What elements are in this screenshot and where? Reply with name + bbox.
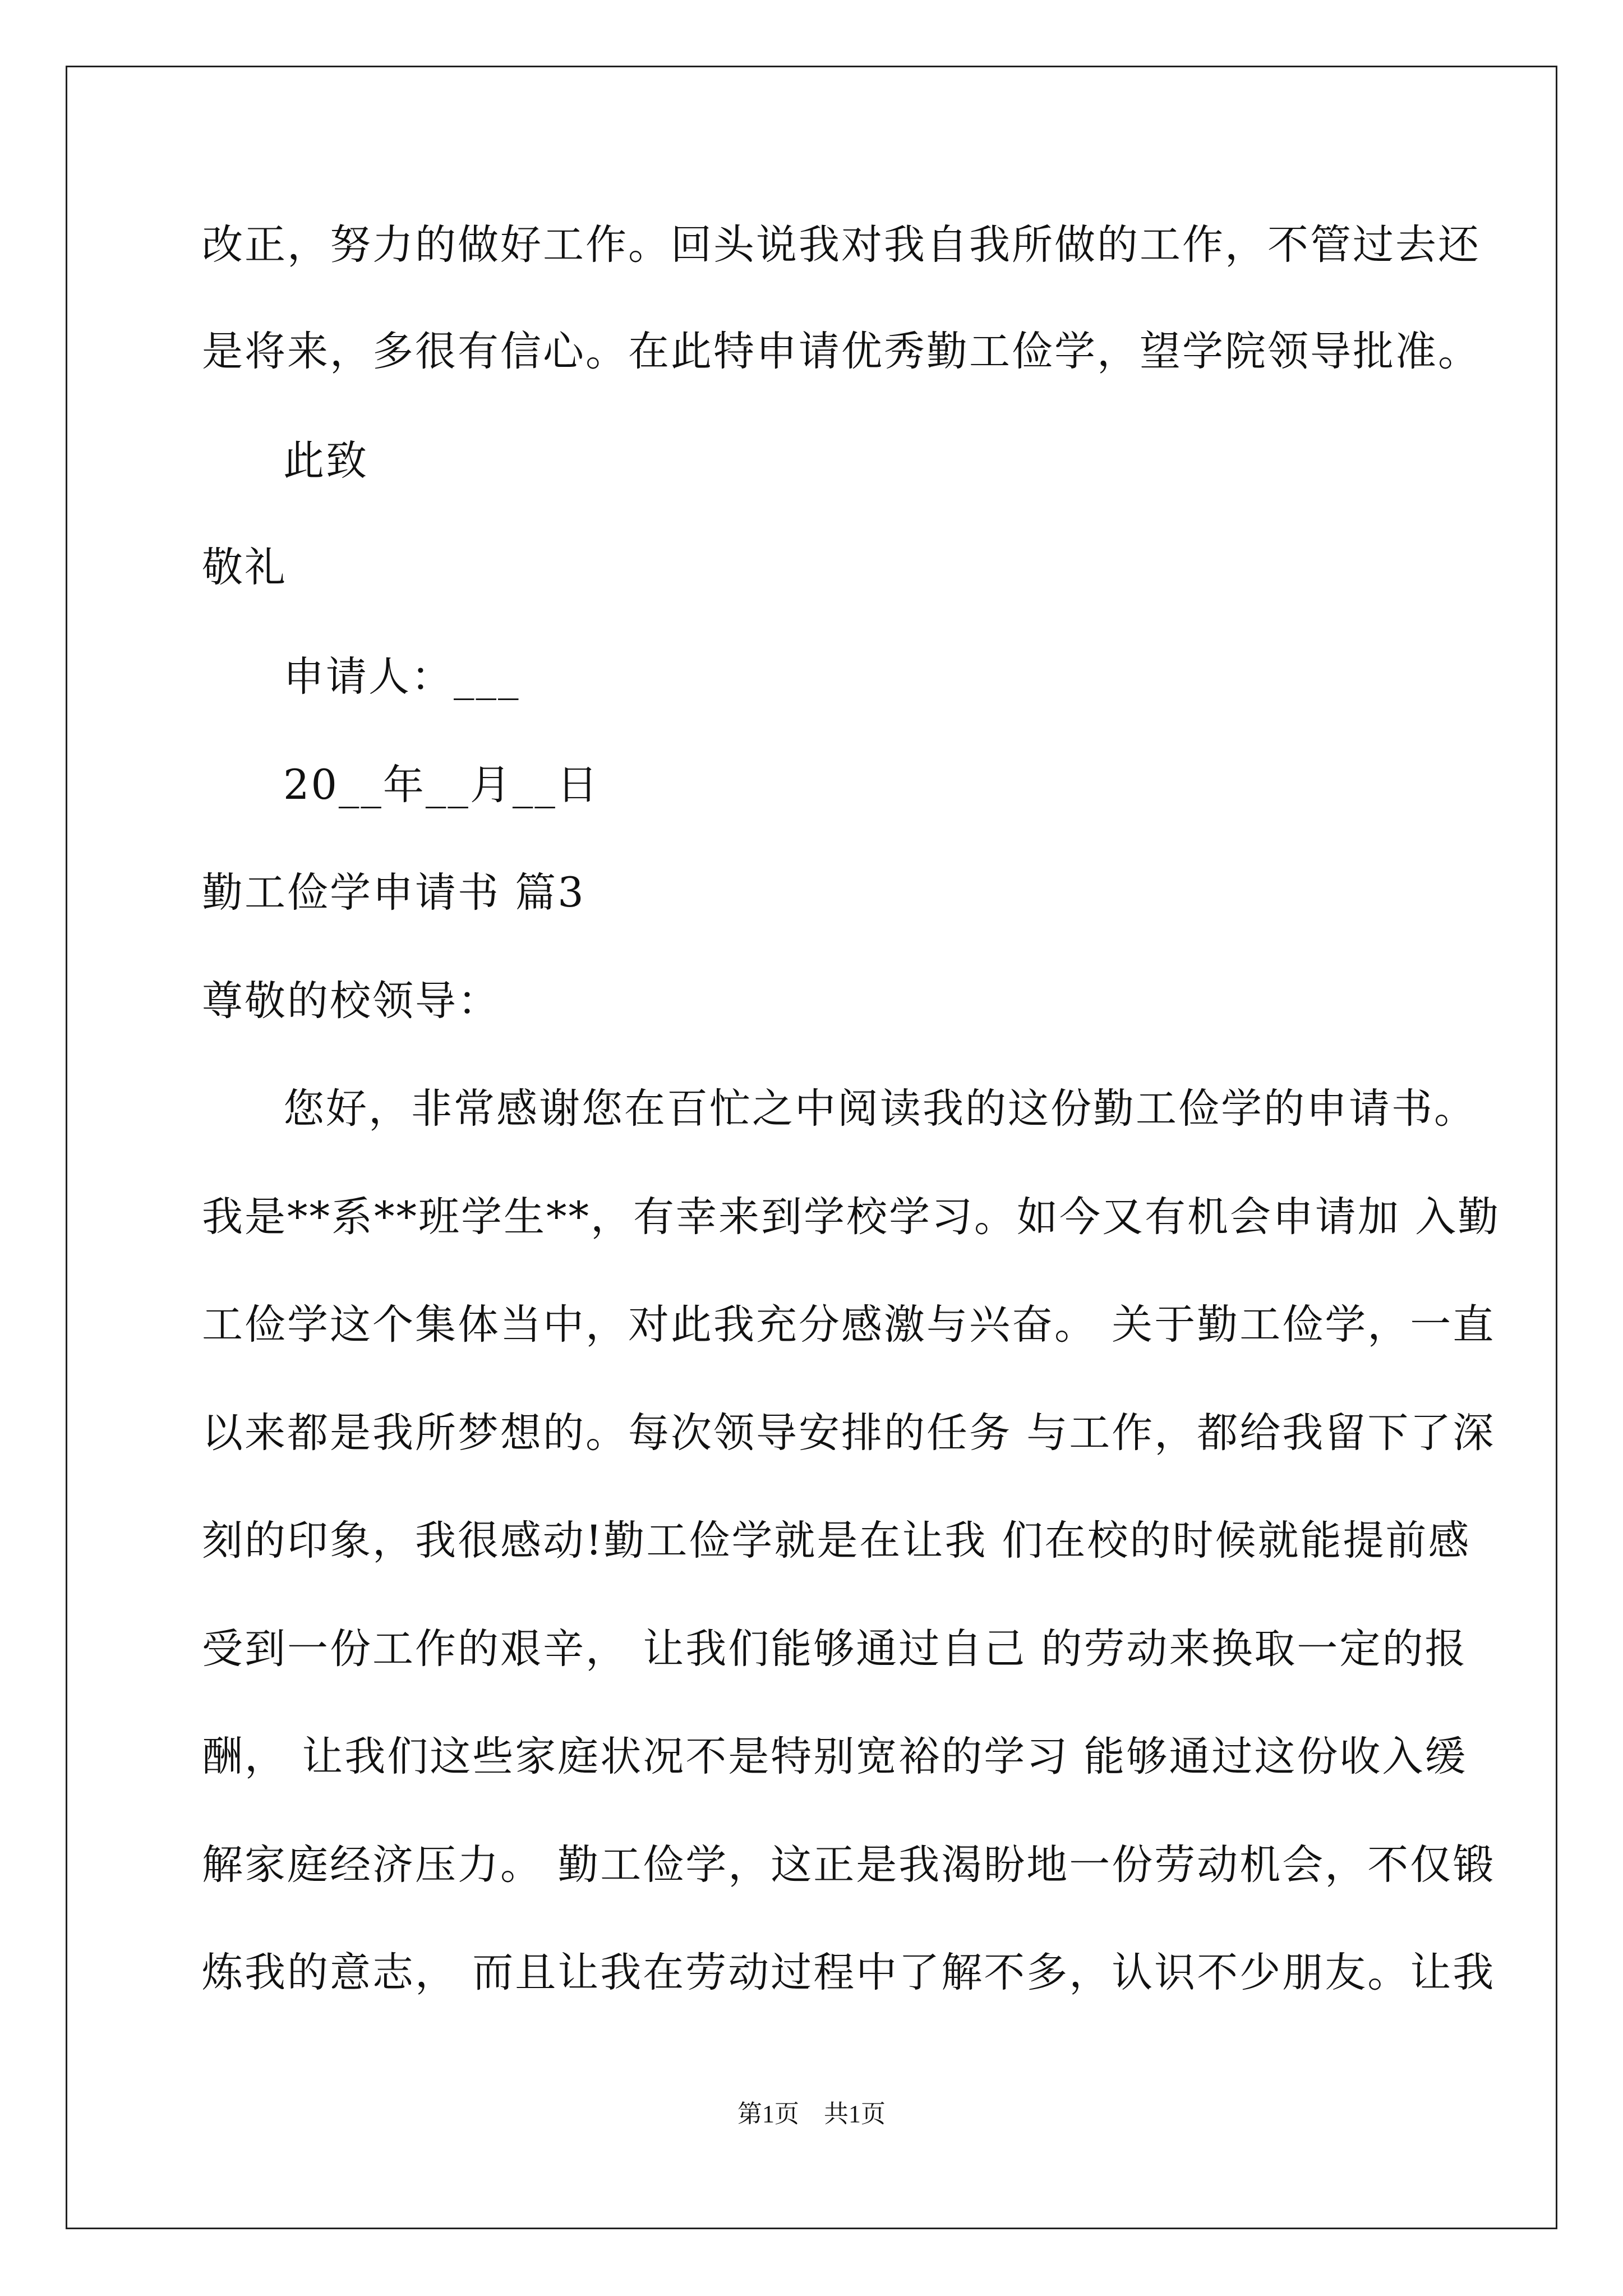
applicant-signature-line: 申请人：___: [283, 653, 520, 701]
date-line: 20__年__月__日: [283, 761, 600, 809]
paragraph-line: 刻的印象，我很感动!勤工俭学就是在让我 们在校的时候就能提前感: [202, 1517, 1471, 1565]
paragraph-line: 工俭学这个集体当中，对此我充分感激与兴奋。 关于勤工俭学，一直: [202, 1301, 1496, 1349]
closing-salutation: 此致: [283, 437, 368, 485]
page-border: [66, 66, 1557, 2229]
page-footer: 第1页 共1页: [737, 2100, 886, 2128]
paragraph-line: 炼我的意志， 而且让我在劳动过程中了解不多，认识不少朋友。让我: [202, 1949, 1496, 1996]
paragraph-line: 改正，努力的做好工作。回头说我对我自我所做的工作，不管过去还: [202, 221, 1481, 269]
section-heading: 勤工俭学申请书 篇3: [202, 869, 585, 917]
paragraph-line: 受到一份工作的艰辛， 让我们能够通过自己 的劳动来换取一定的报: [202, 1625, 1468, 1673]
paragraph-line: 我是**系**班学生**，有幸来到学校学习。如今又有机会申请加 入勤: [202, 1193, 1501, 1241]
closing-regards: 敬礼: [202, 544, 287, 591]
paragraph-line: 以来都是我所梦想的。每次领导安排的任务 与工作，都给我留下了深: [202, 1409, 1496, 1457]
greeting: 尊敬的校领导：: [202, 977, 500, 1025]
paragraph-line: 酬， 让我们这些家庭状况不是特别宽裕的学习 能够通过这份收入缓: [202, 1733, 1468, 1780]
paragraph-line: 解家庭经济压力。 勤工俭学，这正是我渴盼地一份劳动机会，不仅锻: [202, 1841, 1496, 1889]
paragraph-line: 您好，非常感谢您在百忙之中阅读我的这份勤工俭学的申请书。: [283, 1085, 1477, 1133]
paragraph-line: 是将来，多很有信心。在此特申请优秀勤工俭学，望学院领导批准。: [202, 328, 1481, 375]
